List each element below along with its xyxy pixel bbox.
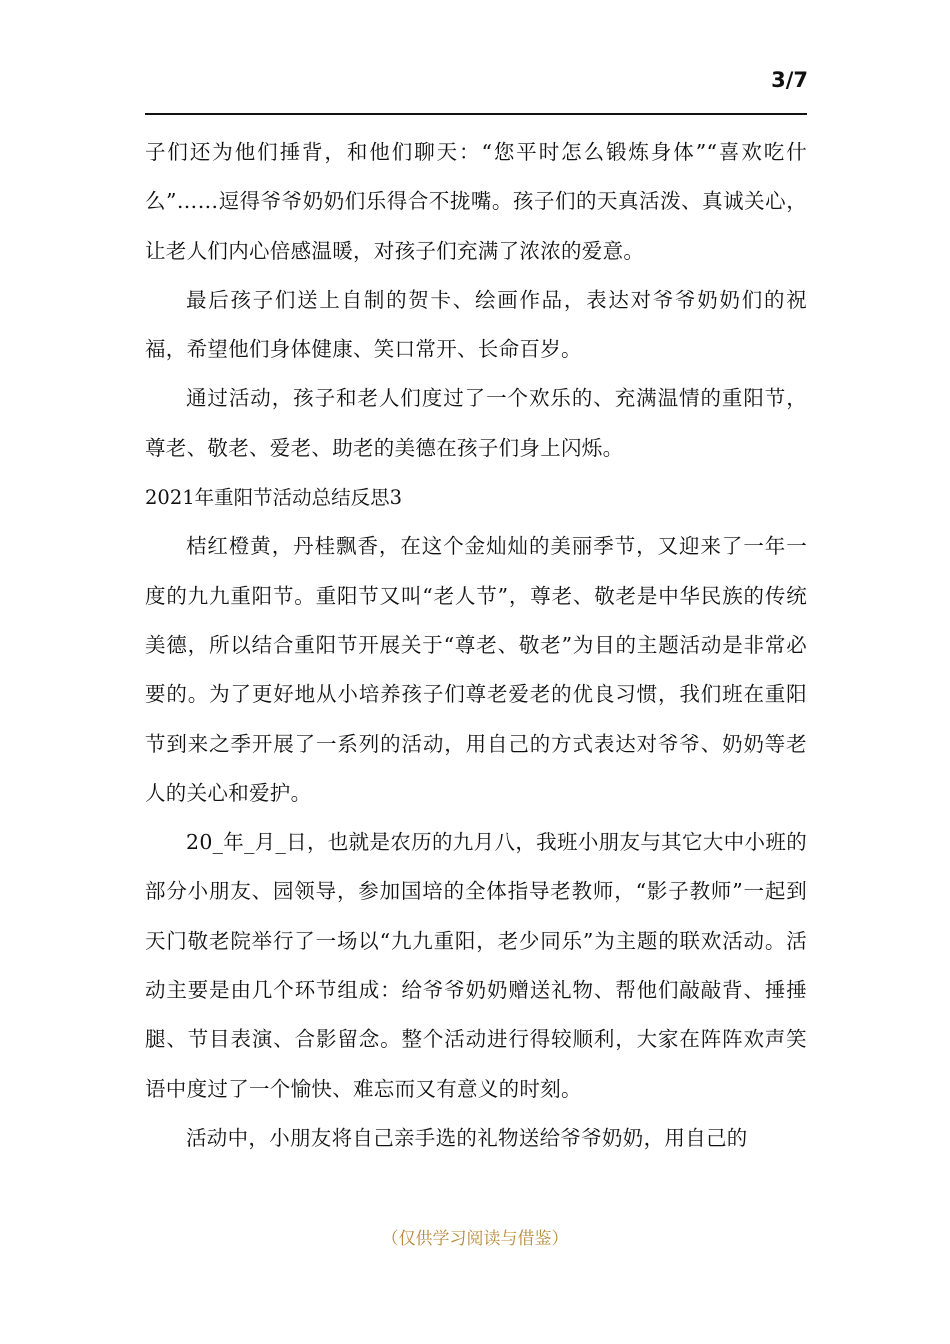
section-heading: 2021年重阳节活动总结反思3 — [145, 486, 403, 510]
paragraph: 桔红橙黄，丹桂飘香，在这个金灿灿的美丽季节，又迎来了一年一度的九九重阳节。重阳节又叫“老人节”，尊老、敬老是中华民族的传统美德，所以结合重阳节开展关于“尊老、敬老”为目的主题活动是非常必要的。为了更好地从小培养孩子们尊老爱老的优良习惯，我们班在重阳节到来之季开展了一系列的活动，用自己的方式表达对爷爷、奶奶等老人的关心和爱护。 — [145, 534, 807, 805]
footer-note: （仅供学习阅读与借鉴） — [381, 1229, 569, 1249]
document-body — [145, 128, 807, 1163]
page-number: 3/7 — [771, 68, 808, 92]
paragraph: 通过活动，孩子和老人们度过了一个欢乐的、充满温情的重阳节，尊老、敬老、爱老、助老的美德在孩子们身上闪烁。 — [145, 386, 807, 460]
paragraph: 最后孩子们送上自制的贺卡、绘画作品，表达对爷爷奶奶们的祝福，希望他们身体健康、笑口常开、长命百岁。 — [145, 287, 807, 362]
header-divider — [145, 113, 807, 115]
paragraph-continuation: 子们还为他们捶背，和他们聊天：“您平时怎么锻炼身体”“喜欢吃什么”……逗得爷爷奶奶们乐得合不拢嘴。孩子们的天真活泼、真诚关心，让老人们内心倍感温暖，对孩子们充满了浓浓的爱意。 — [145, 140, 807, 263]
paragraph: 20_年_月_日，也就是农历的九月八，我班小朋友与其它大中小班的部分小朋友、园领导，参加国培的全体指导老教师，“影子教师”一起到天门敬老院举行了一场以“九九重阳，老少同乐”为主题的联欢活动。活动主要是由几个环节组成：给爷爷奶奶赠送礼物、帮他们敲敲背、捶捶腿、节目表演、合影留念。整个活动进行得较顺利，大家在阵阵欢声笑语中度过了一个愉快、难忘而又有意义的时刻。 — [145, 830, 807, 1101]
paragraph: 活动中，小朋友将自己亲手选的礼物送给爷爷奶奶，用自己的 — [186, 1125, 748, 1150]
